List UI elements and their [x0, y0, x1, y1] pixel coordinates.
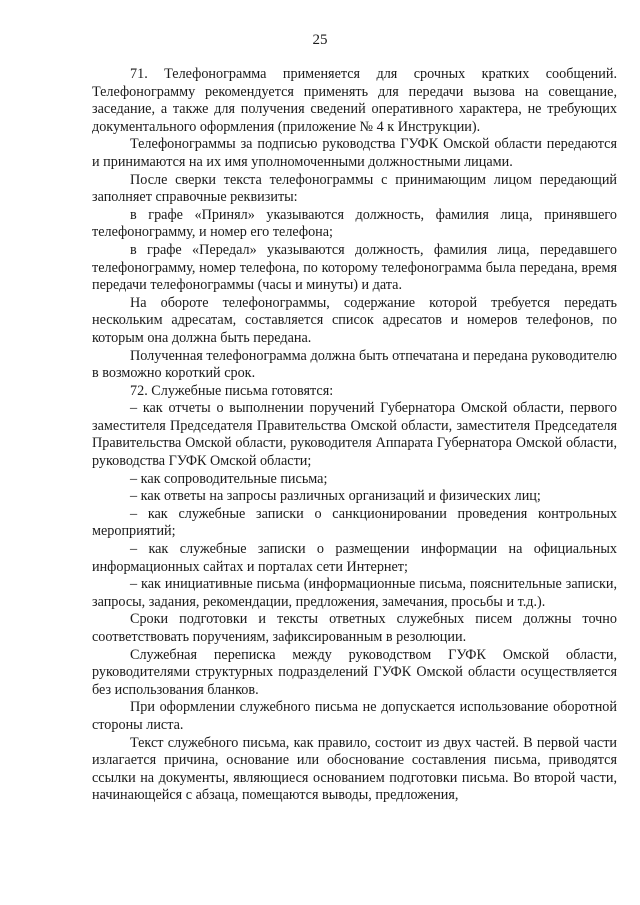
list-item: – как сопроводительные письма;	[130, 470, 328, 487]
paragraph: Служебная переписка между руководством ГУФК Омской области, руководителями структурных подразделений ГУФК Омской области осуществляется без использования бланков.	[92, 646, 617, 698]
body-text	[92, 66, 617, 805]
paragraph: 72. Служебные письма готовятся:	[130, 382, 334, 399]
paragraph: Полученная телефонограмма должна быть отпечатана и передана руководителю в возможно короткий срок.	[92, 347, 617, 382]
list-item: – как ответы на запросы различных организаций и физических лиц;	[130, 488, 541, 505]
paragraph: 71. Телефонограмма применяется для срочных кратких сообщений. Телефонограмму рекомендуется применять для передачи вызова на совещание, заседание, а также для получения сведений оперативного характера, не требующих документального оформления (приложение № 4 к Инструкции).	[92, 66, 617, 135]
page-number: 25	[312, 32, 328, 48]
paragraph: На обороте телефонограммы, содержание которой требуется передать нескольким адресатам, составляется список адресатов и номеров телефонов, по которым она должна быть передана.	[92, 294, 617, 346]
list-item: – как инициативные письма (информационные письма, пояснительные записки, запросы, задания, рекомендации, предложения, замечания, просьбы и т.д.).	[92, 576, 617, 610]
list-item: – как служебные записки о санкционировании проведения контрольных мероприятий;	[92, 505, 617, 540]
paragraph: Телефонограммы за подписью руководства ГУФК Омской области передаются и принимаются на их имя уполномоченными должностными лицами.	[92, 136, 617, 170]
paragraph: После сверки текста телефонограммы с принимающим лицом передающий заполняет справочные реквизиты:	[92, 171, 617, 206]
list-item: – как служебные записки о размещении информации на официальных информационных сайтах и порталах сети Интернет;	[92, 541, 617, 575]
paragraph: Сроки подготовки и тексты ответных служебных писем должны точно соответствовать поручениям, зафиксированным в резолюции.	[92, 611, 617, 645]
paragraph: Текст служебного письма, как правило, состоит из двух частей. В первой части излагается причина, основание или обоснование составления письма, приводятся ссылки на документы, являющиеся основанием подготовки письма. Во второй части, начинающейся с абзаца, помещаются выводы, предложения,	[92, 734, 617, 804]
paragraph: в графе «Принял» указываются должность, фамилия лица, принявшего телефонограмму, и номер его телефона;	[92, 206, 617, 241]
list-item: – как отчеты о выполнении поручений Губернатора Омской области, первого заместителя Председателя Правительства Омской области, заместителя Председателя Правительства Омской области, руководителя Аппарата Губернатора Омской области, руководства ГУФК Омской области;	[92, 400, 617, 470]
paragraph: в графе «Передал» указываются должность, фамилия лица, передавшего телефонограмму, номер телефона, по которому телефонограмма была передана, время передачи телефонограммы (часы и минуты) и дата.	[92, 241, 617, 294]
paragraph: При оформлении служебного письма не допускается использование оборотной стороны листа.	[92, 699, 617, 733]
